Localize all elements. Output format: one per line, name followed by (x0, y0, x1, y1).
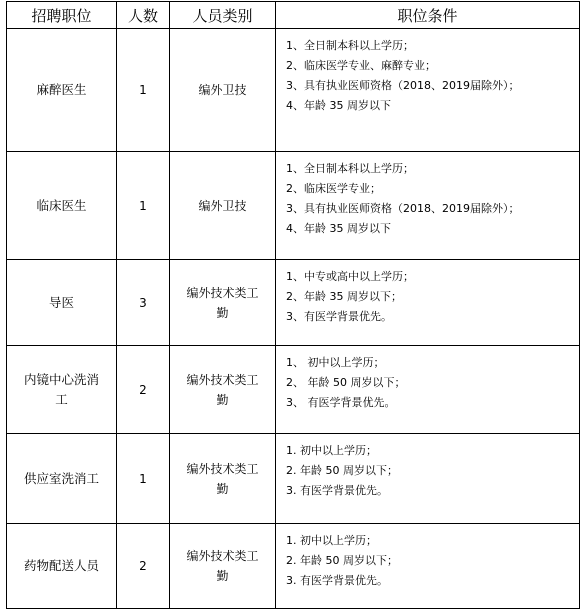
header-category: 人员类别 (170, 2, 276, 29)
category-cell: 编外技术类工勤 (170, 260, 276, 346)
recruitment-table (6, 1, 580, 609)
requirements-cell (276, 260, 580, 346)
position-cell: 供应室洗消工 (7, 434, 117, 524)
requirement-line: 1. 初中以上学历； (286, 444, 377, 457)
requirement-line: 3. 有医学背景优先。 (286, 484, 388, 497)
count-cell: 1 (117, 152, 170, 260)
count-cell: 2 (117, 524, 170, 609)
table-row (7, 434, 580, 524)
header-position: 招聘职位 (7, 2, 117, 29)
requirements-cell (276, 29, 580, 152)
requirements-cell (276, 524, 580, 609)
requirement-line: 2、年龄 35 周岁以下； (286, 290, 402, 303)
count-cell: 1 (117, 434, 170, 524)
requirement-line: 1、全日制本科以上学历； (286, 162, 414, 175)
table-row (7, 346, 580, 434)
table-row (7, 260, 580, 346)
requirement-line: 2、 年龄 50 周岁以下； (286, 376, 406, 389)
requirement-line: 3、具有执业医师资格（2018、2019届除外）； (286, 202, 520, 215)
position-cell: 临床医生 (7, 152, 117, 260)
requirements-cell (276, 434, 580, 524)
requirements-cell (276, 346, 580, 434)
requirement-line: 2、临床医学专业、麻醉专业； (286, 59, 436, 72)
requirement-line: 1. 初中以上学历； (286, 534, 377, 547)
requirement-line: 3、有医学背景优先。 (286, 310, 392, 323)
table-row (7, 152, 580, 260)
requirement-line: 4、年龄 35 周岁以下 (286, 222, 391, 235)
table-row (7, 524, 580, 609)
category-cell: 编外技术类工勤 (170, 346, 276, 434)
category-cell: 编外技术类工勤 (170, 524, 276, 609)
requirement-line: 1、中专或高中以上学历； (286, 270, 414, 283)
requirement-line: 4、年龄 35 周岁以下 (286, 99, 391, 112)
requirement-line: 2、临床医学专业； (286, 182, 381, 195)
position-cell: 导医 (7, 260, 117, 346)
requirement-line: 2. 年龄 50 周岁以下； (286, 554, 398, 567)
position-cell: 内镜中心洗消工 (7, 346, 117, 434)
table-row (7, 29, 580, 152)
requirement-line: 2. 年龄 50 周岁以下； (286, 464, 398, 477)
count-cell: 1 (117, 29, 170, 152)
header-count: 人数 (117, 2, 170, 29)
category-cell: 编外技术类工勤 (170, 434, 276, 524)
requirement-line: 1、 初中以上学历； (286, 356, 385, 369)
requirement-line: 3、 有医学背景优先。 (286, 396, 396, 409)
category-cell: 编外卫技 (170, 29, 276, 152)
position-cell: 药物配送人员 (7, 524, 117, 609)
header-row (7, 2, 580, 29)
requirement-line: 3、具有执业医师资格（2018、2019届除外）； (286, 79, 520, 92)
requirement-line: 3. 有医学背景优先。 (286, 574, 388, 587)
requirements-cell (276, 152, 580, 260)
position-cell: 麻醉医生 (7, 29, 117, 152)
header-requirements: 职位条件 (276, 2, 580, 29)
category-cell: 编外卫技 (170, 152, 276, 260)
count-cell: 3 (117, 260, 170, 346)
count-cell: 2 (117, 346, 170, 434)
requirement-line: 1、全日制本科以上学历； (286, 39, 414, 52)
